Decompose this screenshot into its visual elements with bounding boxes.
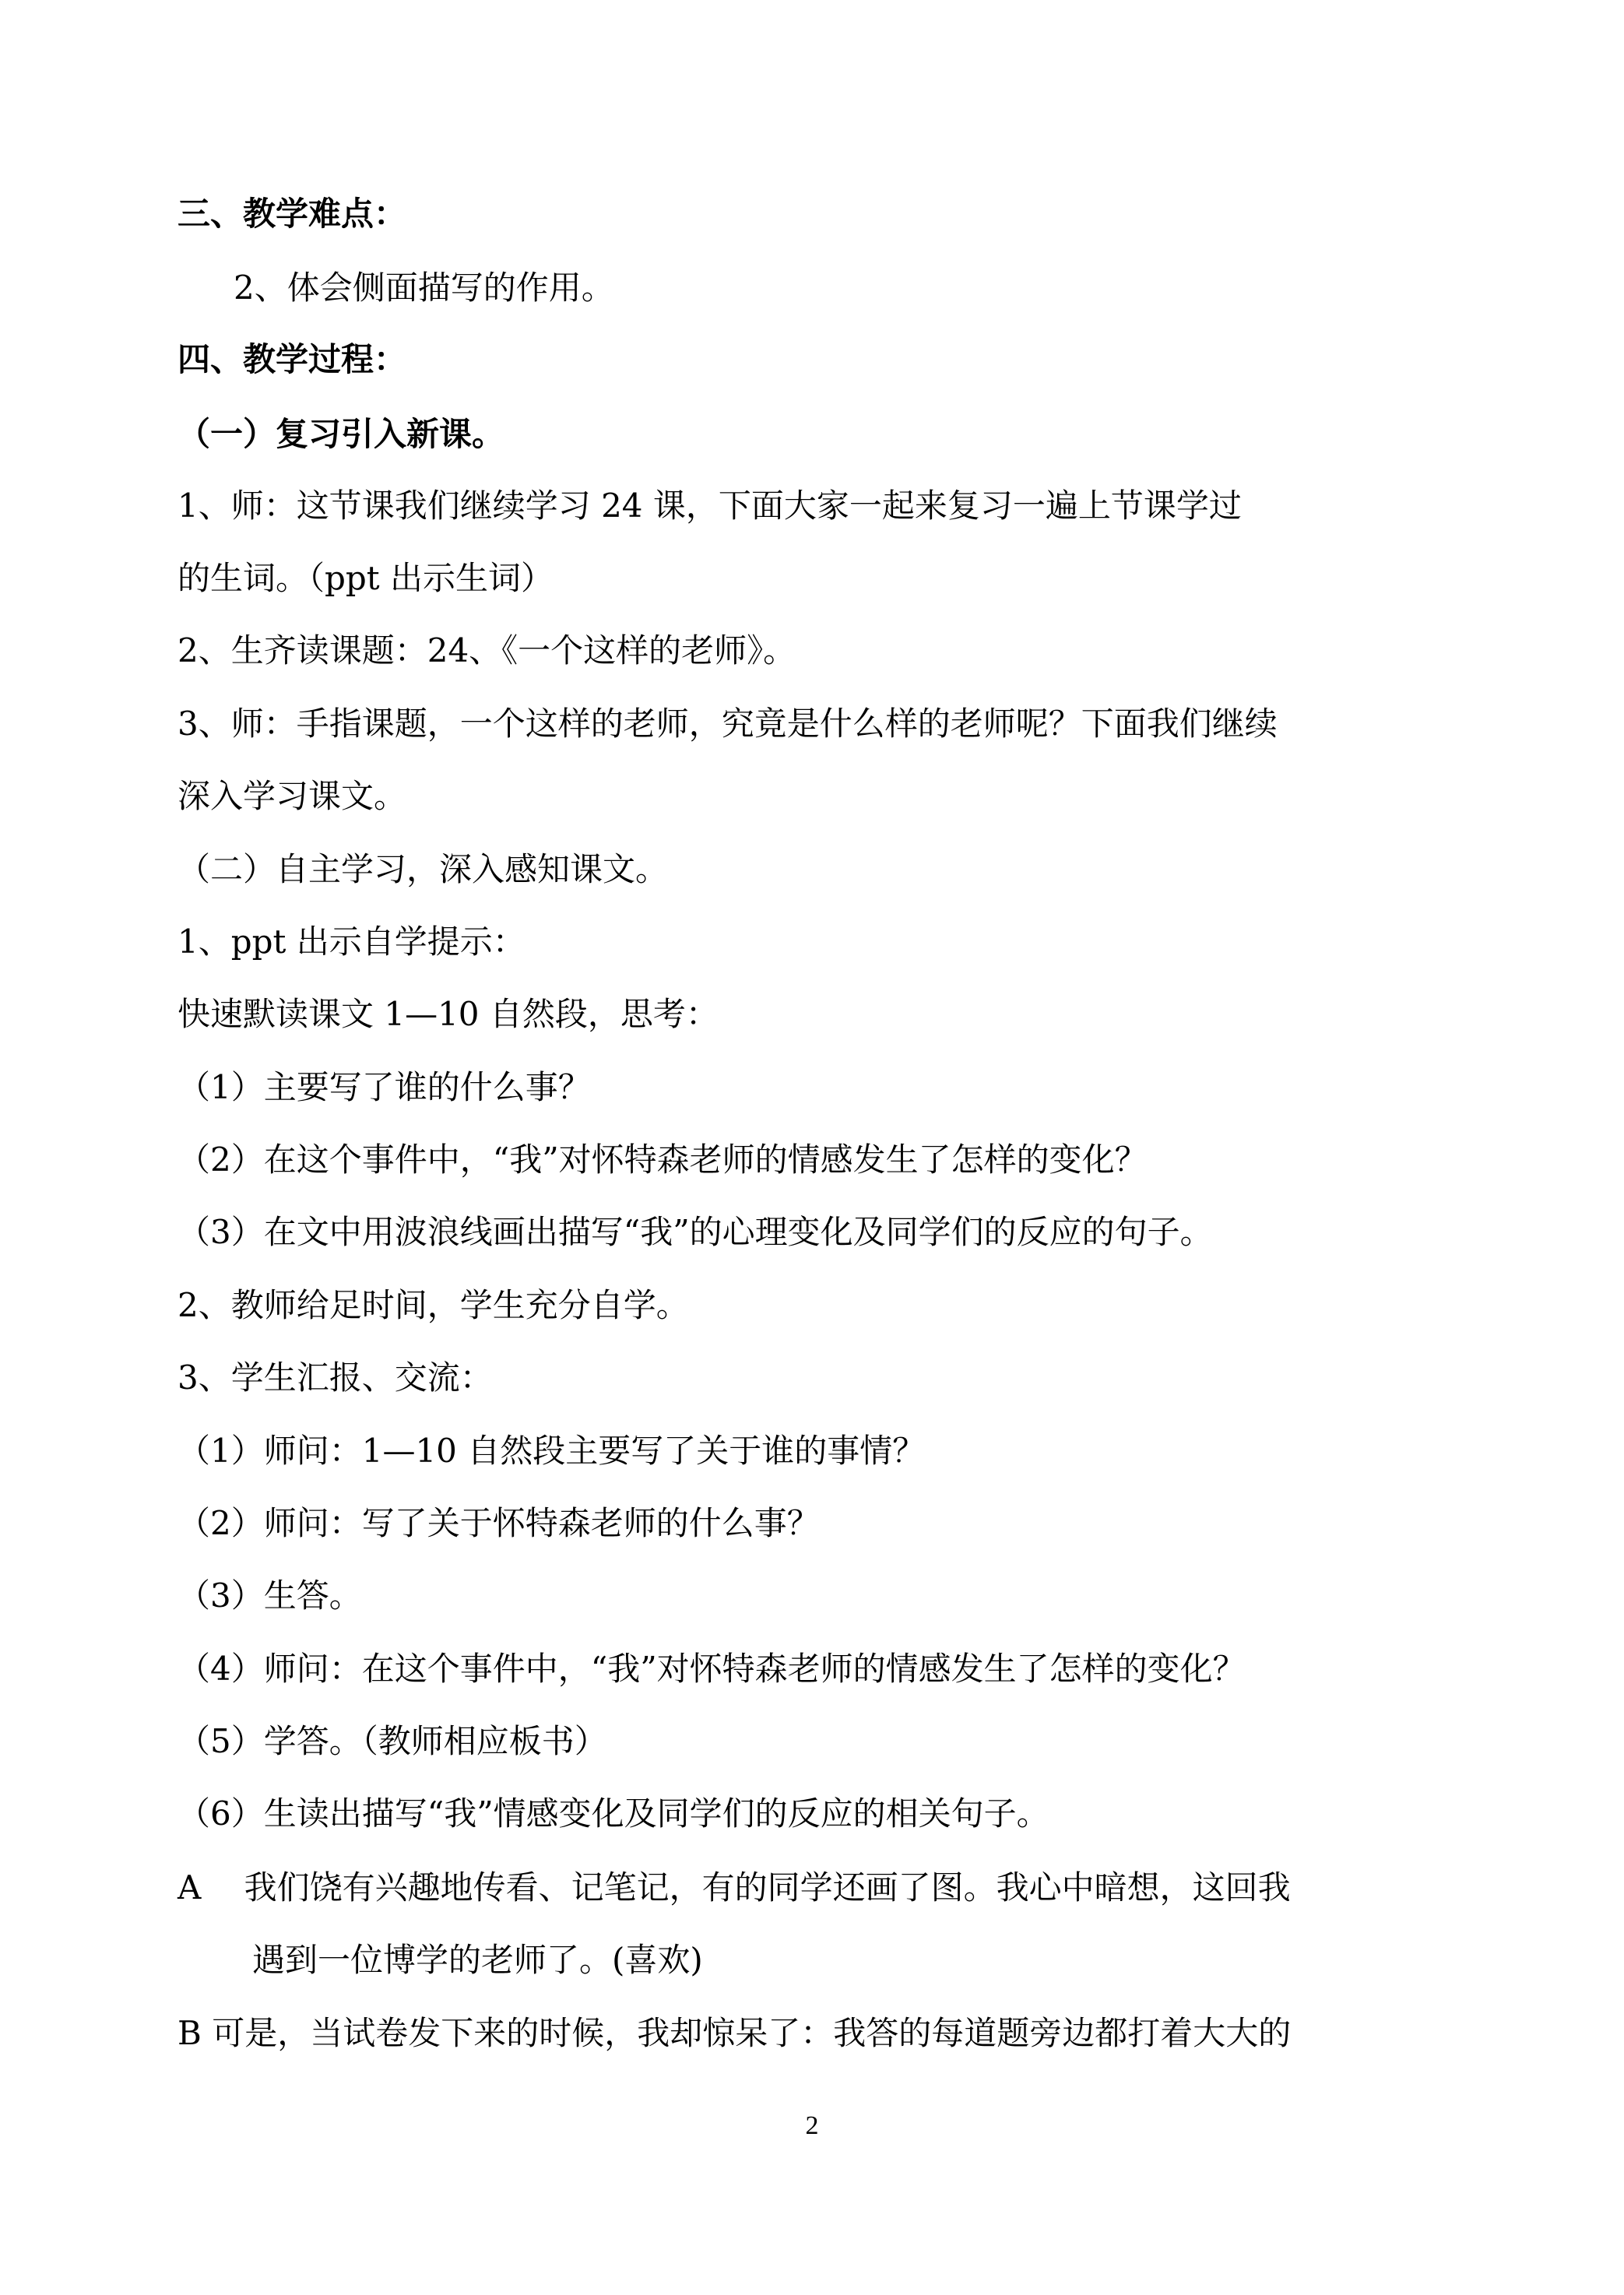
paragraph: 3、学生汇报、交流： bbox=[178, 1358, 493, 1397]
heading-difficulties: 三、教学难点： bbox=[178, 195, 407, 233]
list-item: （3）生答。 bbox=[178, 1576, 362, 1615]
paragraph: 深入学习课文。 bbox=[178, 777, 407, 815]
paragraph: 1、ppt 出示自学提示： bbox=[178, 923, 526, 961]
paragraph: 1、师：这节课我们继续学习 24 课，下面大家一起来复习一遍上节课学过 bbox=[178, 487, 1242, 525]
paragraph: 2、教师给足时间，学生充分自学。 bbox=[178, 1286, 689, 1324]
list-item: （1）师问：1—10 自然段主要写了关于谁的事情？ bbox=[178, 1432, 926, 1470]
paragraph: 2、生齐读课题：24、《一个这样的老师》。 bbox=[178, 631, 796, 670]
paragraph: 3、师：手指课题，一个这样的老师，究竟是什么样的老师呢？下面我们继续 bbox=[178, 705, 1278, 743]
page-number: 2 bbox=[805, 2111, 819, 2140]
quote-a: A 我们饶有兴趣地传看、记笔记，有的同学还画了图。我心中暗想，这回我 bbox=[178, 1868, 1291, 1907]
paragraph: 的生词。（ppt 出示生词） bbox=[178, 559, 554, 597]
subheading-review: （一）复习引入新课。 bbox=[178, 415, 505, 453]
subheading-self-study: （二）自主学习，深入感知课文。 bbox=[178, 850, 669, 888]
list-item: （5）学答。（教师相应板书） bbox=[178, 1722, 607, 1760]
quote-b: B 可是，当试卷发下来的时候，我却惊呆了：我答的每道题旁边都打着大大的 bbox=[178, 2014, 1292, 2052]
heading-process: 四、教学过程： bbox=[178, 340, 407, 378]
quote-a-continued: 遇到一位博学的老师了。(喜欢) bbox=[252, 1941, 703, 1979]
list-item: （6）生读出描写“我”情感变化及同学们的反应的相关句子。 bbox=[178, 1794, 1049, 1833]
list-item: （2）师问：写了关于怀特森老师的什么事？ bbox=[178, 1504, 820, 1542]
list-item: （3）在文中用波浪线画出描写“我”的心理变化及同学们的反应的句子。 bbox=[178, 1213, 1213, 1251]
paragraph: 2、体会侧面描写的作用。 bbox=[234, 269, 614, 307]
list-item: （1）主要写了谁的什么事？ bbox=[178, 1068, 591, 1106]
paragraph: 快速默读课文 1—10 自然段，思考： bbox=[178, 995, 719, 1033]
list-item: （2）在这个事件中，“我”对怀特森老师的情感发生了怎样的变化？ bbox=[178, 1140, 1148, 1179]
list-item: （4）师问：在这个事件中，“我”对怀特森老师的情感发生了怎样的变化？ bbox=[178, 1650, 1246, 1688]
